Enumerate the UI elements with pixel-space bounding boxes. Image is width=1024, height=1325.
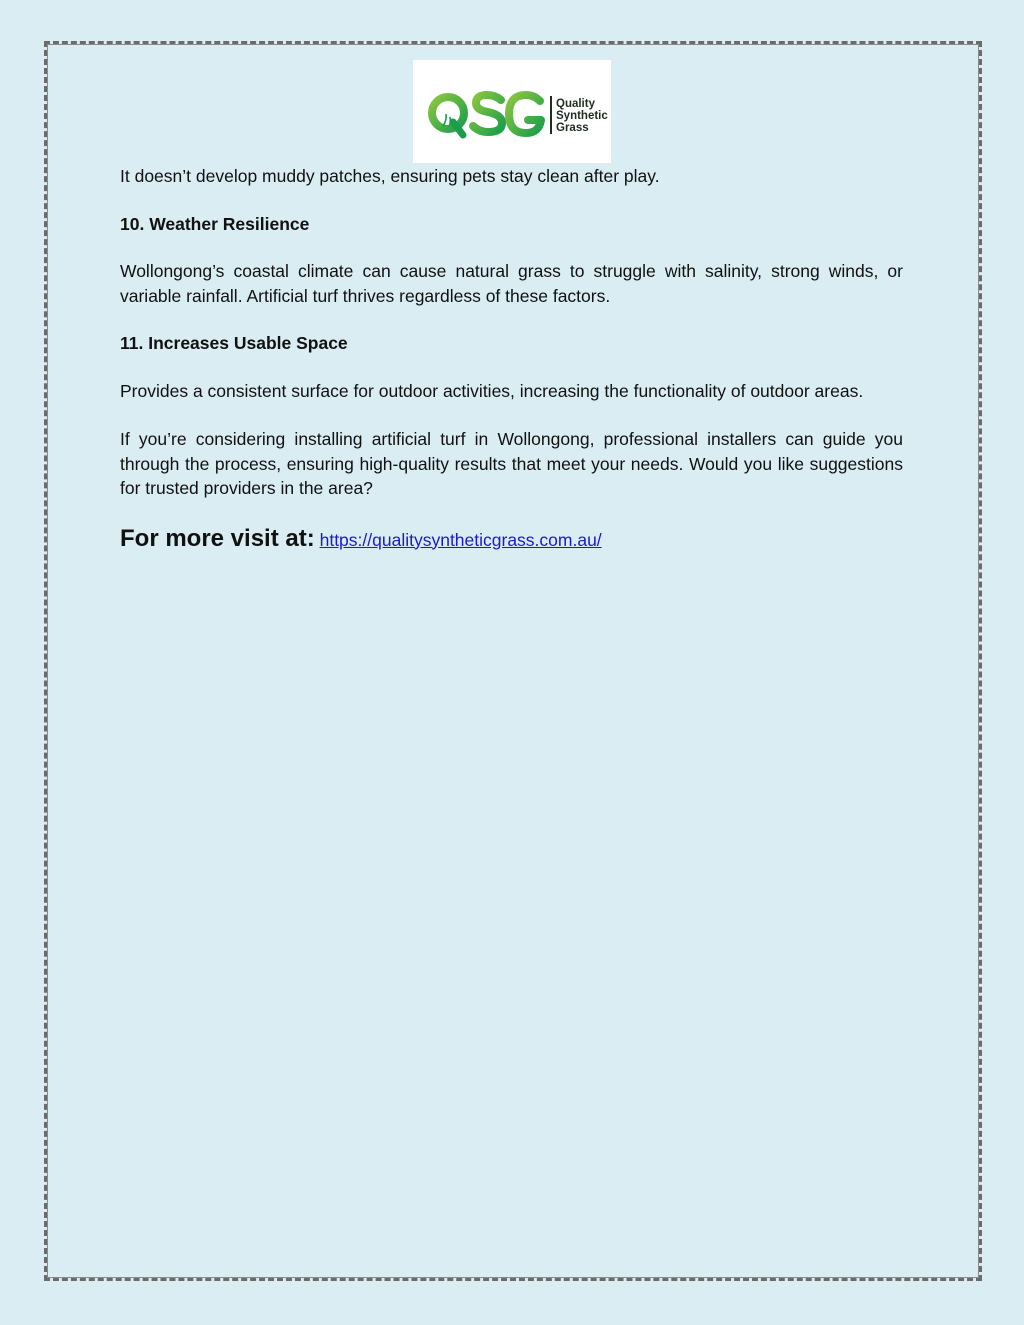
logo-divider (550, 96, 552, 134)
website-link[interactable]: https://qualitysyntheticgrass.com.au/ (319, 529, 602, 550)
section-10-paragraph: Wollongong’s coastal climate can cause natural grass to struggle with salinity, strong winds, or variable rainfall. Artificial turf thrives regardless of these factors. (120, 261, 903, 306)
section-10-heading: 10. Weather Resilience (120, 213, 310, 234)
logo-brand-line-3: Grass (556, 122, 589, 134)
logo-letter-q (432, 97, 464, 135)
visit-line (120, 524, 903, 553)
closing-paragraph: If you’re considering installing artificial turf in Wollongong, professional installers can guide you through the process, ensuring high-quality results that meet your needs. Would you like suggestions for trusted providers in the area? (120, 429, 903, 498)
qsg-logo (413, 60, 611, 163)
logo-letter-s (473, 95, 502, 132)
document-content (120, 164, 903, 552)
logo-brand-line-1: Quality (556, 98, 595, 110)
qsg-logo-graphic (413, 60, 611, 163)
visit-label: For more visit at: (120, 524, 315, 552)
logo-brand-line-2: Synthetic (556, 110, 608, 122)
section-11-heading: 11. Increases Usable Space (120, 333, 348, 353)
logo-letter-g (509, 95, 541, 133)
section-11-paragraph: Provides a consistent surface for outdoor activities, increasing the functionality of outdoor areas. (120, 380, 864, 401)
intro-paragraph: It doesn’t develop muddy patches, ensuring pets stay clean after play. (120, 166, 660, 186)
